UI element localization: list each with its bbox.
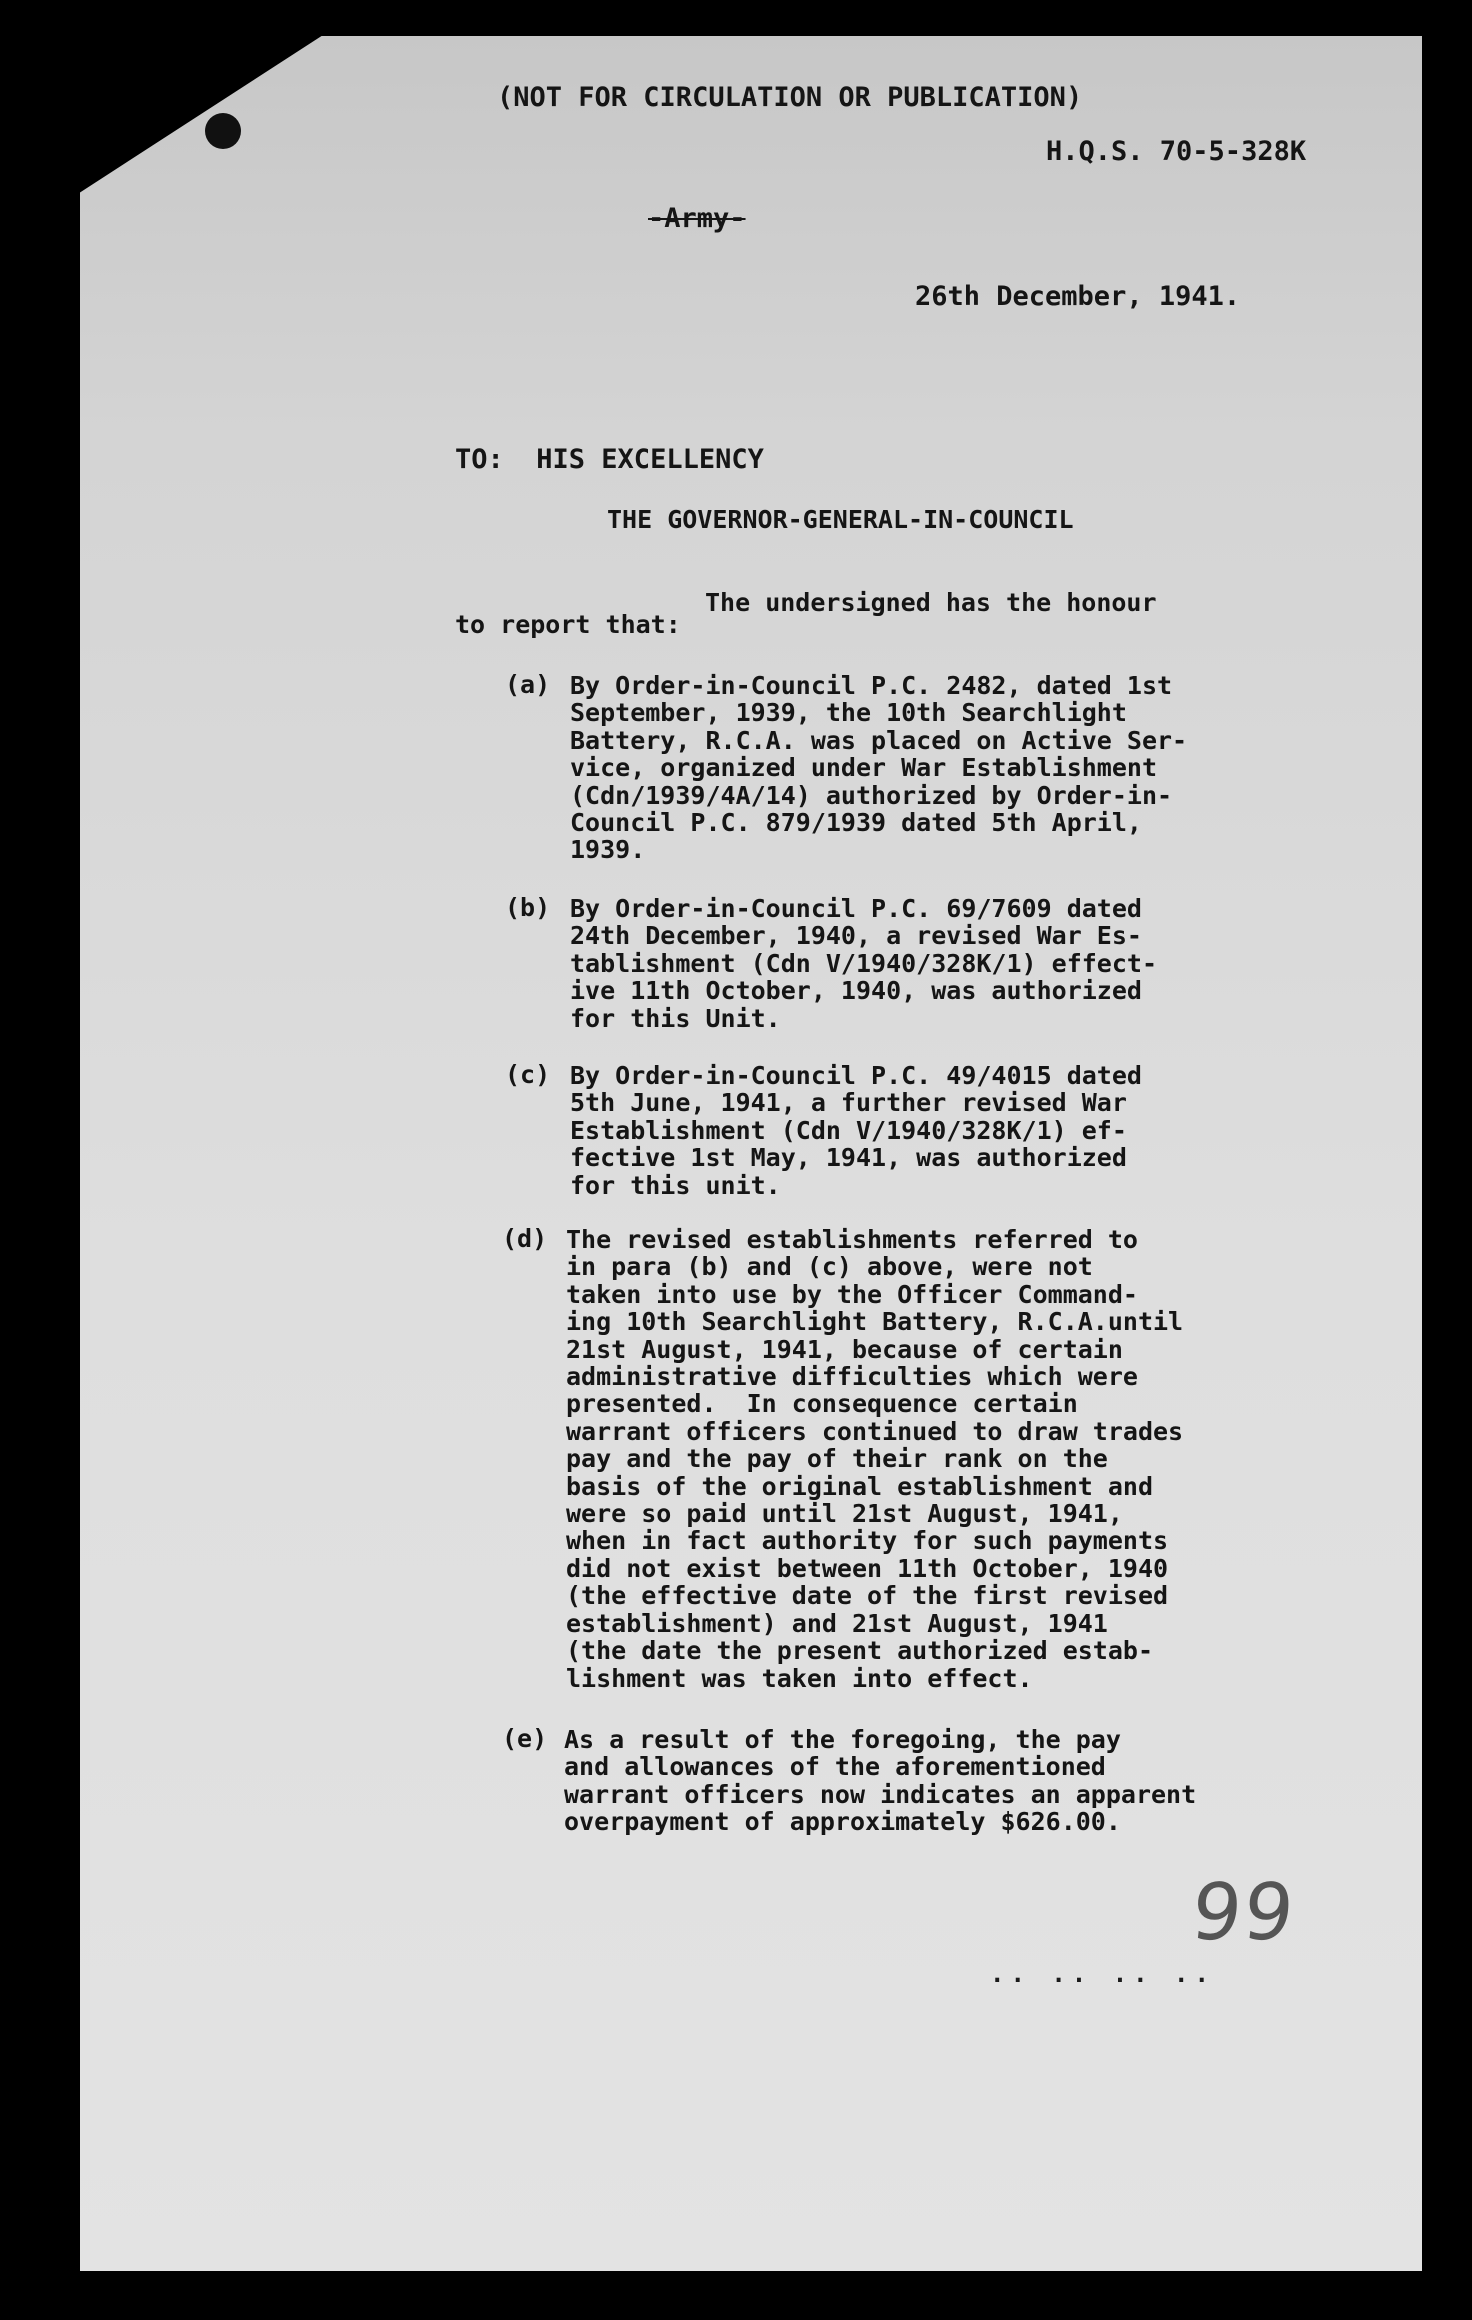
paragraph-b-line: By Order-in-Council P.C. 69/7609 dated bbox=[570, 894, 1142, 923]
paragraph-d-line: pay and the pay of their rank on the bbox=[566, 1444, 1108, 1474]
paragraph-a-line: vice, organized under War Establishment bbox=[570, 753, 1157, 783]
paragraph-e-line: warrant officers now indicates an apparent bbox=[564, 1779, 1197, 1809]
paragraph-d-line: The revised establishments referred to bbox=[566, 1225, 1138, 1254]
paragraph-e-line: and allowances of the aforementioned bbox=[564, 1752, 1106, 1782]
paragraph-d-line: presented. In consequence certain bbox=[566, 1389, 1078, 1419]
paragraph-d-line: when in fact authority for such payments bbox=[566, 1526, 1169, 1556]
paragraph-a-line: By Order-in-Council P.C. 2482, dated 1st bbox=[570, 671, 1173, 700]
paragraph-d bbox=[566, 1226, 1183, 1692]
paragraph-a-line: September, 1939, the 10th Searchlight bbox=[570, 698, 1127, 728]
paragraph-b-line: 24th December, 1940, a revised War Es- bbox=[570, 921, 1142, 951]
paragraph-d-line: administrative difficulties which were bbox=[566, 1362, 1138, 1392]
addressee-title: THE GOVERNOR-GENERAL-IN-COUNCIL bbox=[607, 505, 1074, 534]
paragraph-label-d: (d) bbox=[502, 1224, 548, 1253]
paragraph-c-line: fective 1st May, 1941, was authorized bbox=[570, 1143, 1127, 1173]
paragraph-d-line: warrant officers continued to draw trades bbox=[566, 1416, 1184, 1446]
file-reference: H.Q.S. 70-5-328K bbox=[1046, 136, 1307, 167]
paragraph-e-line: As a result of the foregoing, the pay bbox=[564, 1725, 1121, 1754]
paragraph-b-line: for this Unit. bbox=[570, 1003, 781, 1033]
continuation-marks: .. .. .. .. bbox=[990, 1960, 1215, 1988]
paragraph-c-line: 5th June, 1941, a further revised War bbox=[570, 1088, 1127, 1118]
paragraph-d-line: basis of the original establishment and bbox=[566, 1471, 1153, 1501]
paragraph-b-line: tablishment (Cdn V/1940/328K/1) effect- bbox=[570, 948, 1157, 978]
paragraph-a-line: Council P.C. 879/1939 dated 5th April, bbox=[570, 808, 1142, 838]
paragraph-a bbox=[570, 672, 1187, 864]
intro-line-1: The undersigned has the honour bbox=[705, 588, 1157, 617]
paragraph-c-line: for this unit. bbox=[570, 1170, 781, 1200]
paragraph-d-line: did not exist between 11th October, 1940 bbox=[566, 1553, 1169, 1583]
paragraph-c-line: By Order-in-Council P.C. 49/4015 dated bbox=[570, 1061, 1142, 1090]
paragraph-c bbox=[570, 1062, 1142, 1199]
department-label: -Army- bbox=[648, 203, 746, 234]
intro-line-2: to report that: bbox=[455, 610, 681, 639]
paragraph-d-line: ing 10th Searchlight Battery, R.C.A.until bbox=[566, 1307, 1184, 1337]
paragraph-label-a: (a) bbox=[505, 670, 551, 699]
paragraph-d-line: in para (b) and (c) above, were not bbox=[566, 1252, 1093, 1282]
paragraph-d-line: 21st August, 1941, because of certain bbox=[566, 1334, 1123, 1364]
punch-hole bbox=[205, 113, 241, 149]
paragraph-c-line: Establishment (Cdn V/1940/328K/1) ef- bbox=[570, 1115, 1127, 1145]
paragraph-d-line: lishment was taken into effect. bbox=[566, 1663, 1033, 1693]
paragraph-b-line: ive 11th October, 1940, was authorized bbox=[570, 976, 1142, 1006]
paragraph-d-line: establishment) and 21st August, 1941 bbox=[566, 1608, 1108, 1638]
paragraph-a-line: Battery, R.C.A. was placed on Active Ser- bbox=[570, 725, 1188, 755]
paragraph-label-b: (b) bbox=[505, 893, 551, 922]
paragraph-e-line: overpayment of approximately $626.00. bbox=[564, 1807, 1121, 1837]
handwritten-page-number: 99 bbox=[1187, 1868, 1300, 1958]
paragraph-d-line: (the date the present authorized estab- bbox=[566, 1636, 1153, 1666]
paragraph-label-c: (c) bbox=[505, 1060, 551, 1089]
paragraph-d-line: (the effective date of the first revised bbox=[566, 1581, 1169, 1611]
paragraph-d-line: taken into use by the Officer Command- bbox=[566, 1279, 1138, 1309]
addressee: TO: HIS EXCELLENCY bbox=[455, 444, 764, 475]
paragraph-d-line: were so paid until 21st August, 1941, bbox=[566, 1499, 1123, 1529]
paragraph-a-line: 1939. bbox=[570, 835, 646, 865]
circulation-notice: (NOT FOR CIRCULATION OR PUBLICATION) bbox=[497, 82, 1083, 113]
paragraph-a-line: (Cdn/1939/4A/14) authorized by Order-in- bbox=[570, 780, 1173, 810]
paragraph-label-e: (e) bbox=[502, 1724, 548, 1753]
paragraph-b bbox=[570, 895, 1157, 1032]
document-date: 26th December, 1941. bbox=[915, 281, 1241, 312]
paragraph-e bbox=[564, 1726, 1196, 1836]
